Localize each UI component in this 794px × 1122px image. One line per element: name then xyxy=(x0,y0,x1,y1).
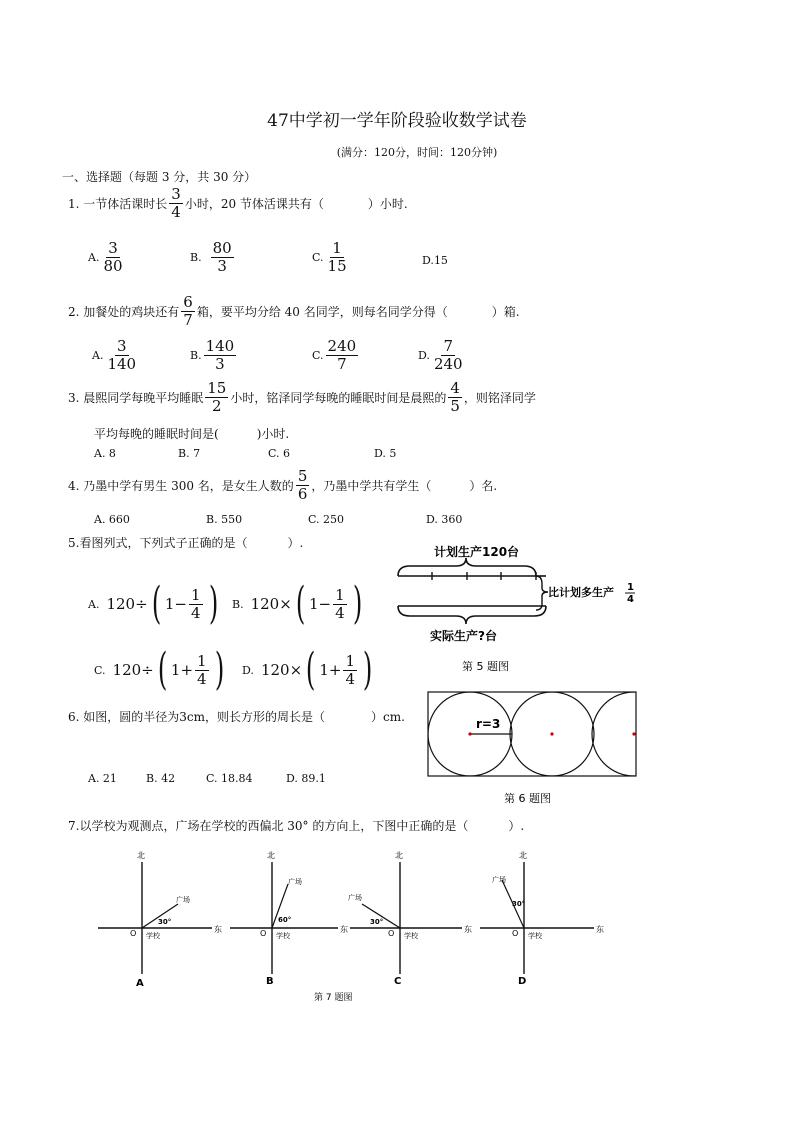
q1-option-a[interactable]: A. $\frac{3}{80}$ xyxy=(88,239,123,275)
svg-text:1: 1 xyxy=(627,582,634,593)
q6-figure xyxy=(420,686,650,808)
question-4: 4. 乃墨中学有男生 300 名，是女生人数的 $\frac{5}{6}$ ，乃墨中学共有学生（ ）名. xyxy=(68,467,498,503)
fraction: $\frac{3}{4}$ xyxy=(171,185,181,221)
fig5-bottom-label: 实际生产?台 xyxy=(430,629,497,643)
svg-text:北: 北 xyxy=(267,851,275,860)
svg-text:广场: 广场 xyxy=(288,878,302,886)
q6-option-a[interactable]: A. 21 xyxy=(88,772,117,785)
question-5: 5.看图列式，下列式子正确的是（ ）. xyxy=(68,536,304,550)
compass-d xyxy=(480,850,604,987)
q2-option-a[interactable]: A. $\frac{3}{140}$ xyxy=(92,337,137,373)
svg-text:B: B xyxy=(266,976,274,987)
question-6: 6. 如图，圆的半径为3cm，则长方形的周长是（ ）cm. xyxy=(68,710,405,724)
svg-text:30°: 30° xyxy=(370,918,384,926)
svg-text:O: O xyxy=(260,929,267,938)
compass-a xyxy=(98,850,222,989)
q2-option-c[interactable]: C. $\frac{240}{7}$ xyxy=(312,337,357,373)
fig6-circle-3 xyxy=(592,692,650,776)
fig5-side-label: 比计划多生产 xyxy=(548,586,614,599)
svg-text:60°: 60° xyxy=(278,916,292,924)
q5-option-b[interactable]: B. 120× ( 1 − $\frac{1}{4}$ ) xyxy=(232,578,362,629)
q1-option-d[interactable]: D.15 xyxy=(422,254,448,267)
q4-option-a[interactable]: A. 660 xyxy=(94,513,130,526)
svg-text:广场: 广场 xyxy=(176,896,190,904)
q2-option-b[interactable]: B. $\frac{140}{3}$ xyxy=(190,337,235,373)
q4-option-d[interactable]: D. 360 xyxy=(426,513,463,526)
page-subtitle: (满分：120分，时间：120分钟) xyxy=(336,146,498,159)
q4-option-c[interactable]: C. 250 xyxy=(308,513,345,526)
question-3: 3. 晨熙同学每晚平均睡眠 $\frac{15}{2}$ 小时，铭泽同学每晚的睡眠时间是晨熙的 $\frac{4}{5}$ ，则铭泽同学 xyxy=(68,379,536,415)
page-title: 47中学初一学年阶段验收数学试卷 xyxy=(267,111,527,131)
compass-c xyxy=(348,850,472,987)
svg-text:D: D xyxy=(518,976,527,987)
q7-figure xyxy=(90,848,620,1008)
svg-text:北: 北 xyxy=(137,851,145,860)
svg-text:广场: 广场 xyxy=(492,876,506,884)
fig5-caption: 第 5 题图 xyxy=(462,660,509,673)
svg-text:4: 4 xyxy=(627,594,634,605)
compass-b xyxy=(230,850,348,987)
q5-figure xyxy=(390,540,650,680)
q6-option-c[interactable]: C. 18.84 xyxy=(206,772,253,785)
q3-option-c[interactable]: C. 6 xyxy=(268,447,291,460)
svg-text:东: 东 xyxy=(596,925,604,934)
q2-option-d[interactable]: D. $\frac{7}{240}$ xyxy=(418,337,463,373)
svg-text:北: 北 xyxy=(395,851,403,860)
svg-text:广场: 广场 xyxy=(348,894,362,902)
question-1: 1. 一节体活课时长 $\frac{3}{4}$ 小时，20 节体活课共有（ ）小时. xyxy=(68,185,408,221)
section-heading: 一、选择题（每题 3 分，共 30 分） xyxy=(62,170,257,184)
fig5-top-label: 计划生产120台 xyxy=(434,545,520,559)
q3-option-a[interactable]: A. 8 xyxy=(94,447,116,460)
q1-option-c[interactable]: C. $\frac{1}{15}$ xyxy=(312,239,347,275)
q1-option-b[interactable]: B. $\frac{80}{3}$ xyxy=(190,239,232,275)
svg-text:东: 东 xyxy=(464,925,472,934)
q5-option-d[interactable]: D. 120× ( 1 + $\frac{1}{4}$ ) xyxy=(242,644,373,695)
svg-text:东: 东 xyxy=(214,925,222,934)
svg-text:东: 东 xyxy=(340,925,348,934)
question-7: 7.以学校为观测点，广场在学校的西偏北 30° 的方向上，下图中正确的是（ ）. xyxy=(68,819,525,833)
q6-option-b[interactable]: B. 42 xyxy=(146,772,176,785)
svg-text:学校: 学校 xyxy=(276,932,290,940)
svg-text:O: O xyxy=(130,929,137,938)
svg-text:C: C xyxy=(394,976,402,987)
svg-text:A: A xyxy=(136,978,144,989)
q5-option-c[interactable]: C. 120÷ ( 1 + $\frac{1}{4}$ ) xyxy=(94,644,224,695)
svg-text:O: O xyxy=(512,929,519,938)
svg-text:学校: 学校 xyxy=(146,932,160,940)
svg-text:30°: 30° xyxy=(158,918,172,926)
fig6-radius-label: r=3 xyxy=(476,717,501,731)
q4-option-b[interactable]: B. 550 xyxy=(206,513,243,526)
fig7-caption: 第 7 题图 xyxy=(314,993,353,1003)
svg-text:O: O xyxy=(388,929,395,938)
q5-option-a[interactable]: A. 120÷ ( 1 − $\frac{1}{4}$ ) xyxy=(88,578,218,629)
fig5-side-brace xyxy=(536,576,548,610)
svg-text:北: 北 xyxy=(519,851,527,860)
question-2: 2. 加餐处的鸡块还有 $\frac{6}{7}$ 箱，要平均分给 40 名同学，则每名同学分得（ ）箱. xyxy=(68,293,520,329)
fig6-caption: 第 6 题图 xyxy=(504,792,551,805)
q3-option-b[interactable]: B. 7 xyxy=(178,447,201,460)
svg-text:学校: 学校 xyxy=(404,932,418,940)
q6-option-d[interactable]: D. 89.1 xyxy=(286,772,326,785)
fig5-bottom-brace xyxy=(398,606,546,624)
question-3-line2: 平均每晚的睡眠时间是( )小时. xyxy=(94,427,290,441)
svg-text:学校: 学校 xyxy=(528,932,542,940)
q3-option-d[interactable]: D. 5 xyxy=(374,447,397,460)
svg-text:30°: 30° xyxy=(512,900,526,908)
